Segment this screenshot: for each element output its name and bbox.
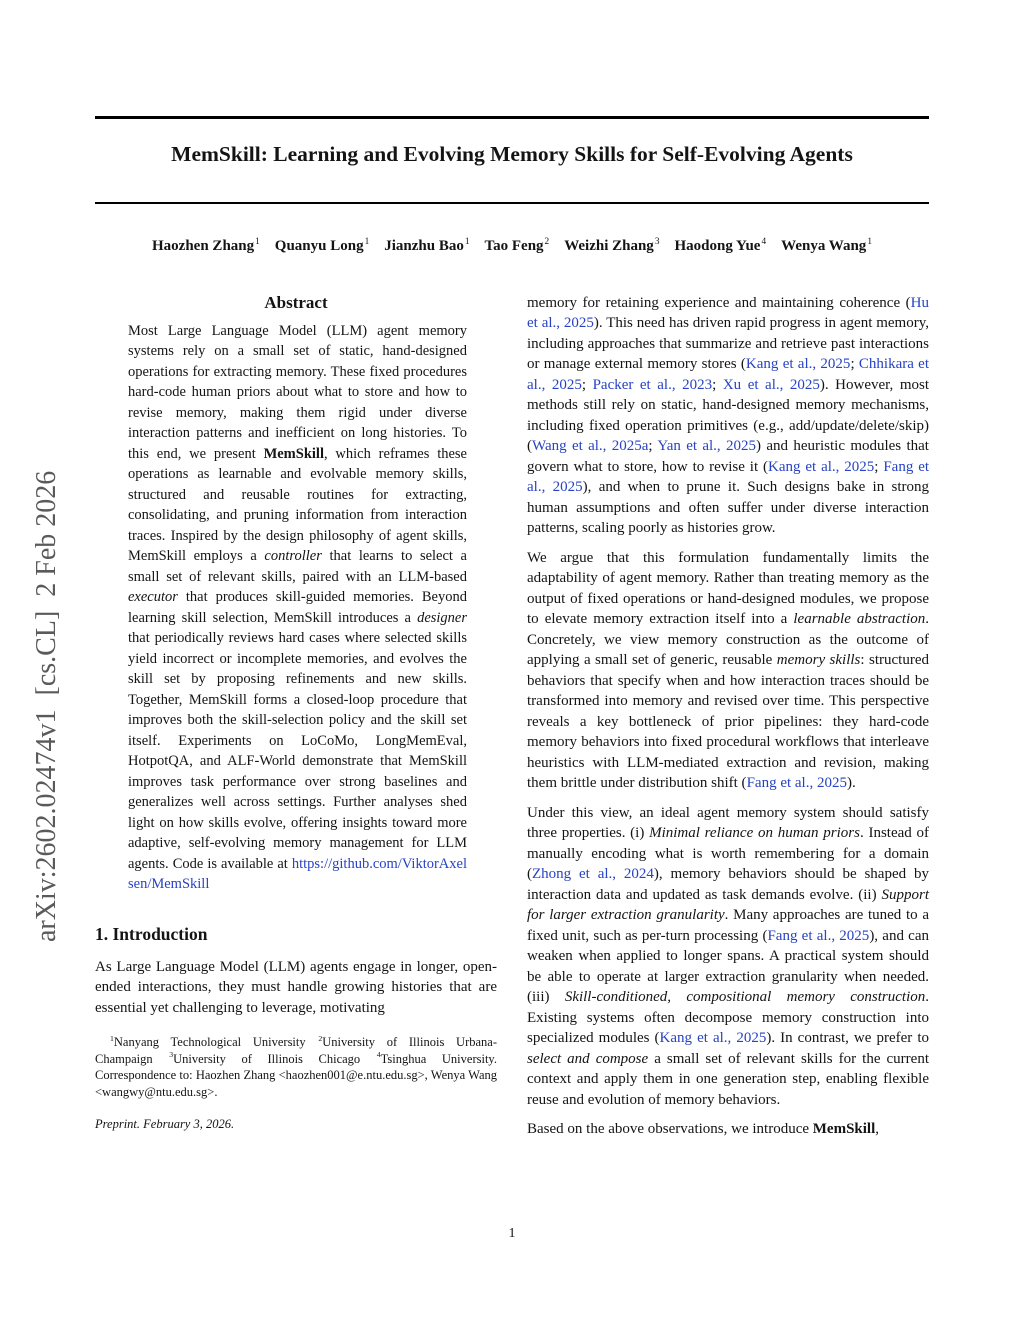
text-segment: select and compose (527, 1050, 649, 1067)
text-segment: ). However, most methods still rely on static, hand-designed memory mechanisms, including fixed operation primitives (e.g., add/update/delete/skip) ( (527, 376, 930, 454)
body-paragraph-2 (527, 548, 929, 794)
text-segment: a small set of relevant skills for the current context and apply them in one generation step, enabling flexible reuse and evolution of memory behaviors. (527, 1050, 929, 1108)
citation-link[interactable]: Packer et al., 2023 (592, 376, 713, 393)
title-top-rule (95, 116, 929, 119)
text-segment: Minimal reliance on human priors (649, 825, 860, 841)
arxiv-watermark: arXiv:2602.02474v1 [cs.CL] 2 Feb 2026 (31, 470, 62, 942)
text-segment: ; (648, 438, 658, 454)
text-segment: memory skills (776, 652, 861, 668)
citation-link[interactable]: Fang et al., 2025 (746, 775, 847, 791)
text-segment: MemSkill (263, 445, 324, 462)
text-segment: ; (581, 376, 593, 393)
superscript-marker: 1 (255, 236, 260, 247)
text-segment: , (875, 1121, 880, 1137)
paper-title: MemSkill: Learning and Evolving Memory Skills for Self-Evolving Agents (171, 142, 853, 166)
body-paragraph-4 (527, 1119, 929, 1140)
text-segment (470, 238, 485, 254)
superscript-marker: 2 (544, 236, 550, 247)
text-segment: ; (850, 356, 859, 372)
superscript-marker: 4 (761, 236, 767, 247)
superscript-marker: 1 (110, 1033, 114, 1043)
author-affiliations-footnote (95, 1034, 497, 1100)
citation-link[interactable]: Fang et al., 2025 (767, 927, 870, 944)
text-segment: ), and can weaken when applied to longer spans. A practical system should be able to operate at larger extraction granularity when needed. (iii) (527, 927, 929, 1005)
url-link[interactable]: https://github.com/ViktorAxelsen/MemSkill (128, 855, 467, 892)
text-segment: Most Large Language Model (LLM) agent memory systems rely on a small set of static, hand-designed operations for extracting memory. These fixed procedures hard-code human priors about what to store and how to revise memory, making them rigid under diverse interaction patterns and inefficient on long histories. To this end, we present (128, 322, 467, 462)
two-column-body (95, 293, 929, 1149)
text-segment: . Instead of manually encoding what is worth remembering for a domain ( (527, 825, 930, 882)
text-segment: Haodong Yue (674, 237, 761, 254)
text-segment: Based on the above observations, we introduce (527, 1121, 813, 1137)
text-segment (549, 238, 564, 254)
superscript-marker: 3 (654, 236, 660, 247)
text-segment: Jianzhu Bao (384, 237, 464, 254)
text-segment: ). (846, 775, 856, 791)
text-segment: . Existing systems often decompose memory construction into specialized modules ( (527, 989, 930, 1046)
text-segment: Quanyu Long (274, 237, 364, 254)
citation-link[interactable]: Fang et al., 2025 (527, 458, 930, 495)
text-segment: MemSkill (812, 1121, 876, 1137)
citation-link[interactable]: Kang et al., 2025 (768, 458, 875, 475)
text-segment: University of Illinois Chicago (173, 1051, 376, 1066)
text-segment (369, 238, 384, 254)
citation-link[interactable]: Chhikara et al., 2025 (527, 356, 930, 393)
text-segment: . Many approaches are tuned to a fixed unit, such as per-turn processing ( (527, 907, 929, 944)
superscript-marker: 1 (464, 236, 470, 247)
citation-link[interactable]: Hu et al., 2025 (527, 294, 929, 331)
body-paragraph-3 (527, 803, 929, 1111)
text-segment: ), memory behaviors should be shaped by interaction data and updated as task demands evolve. (ii) (527, 866, 929, 903)
superscript-marker: 1 (364, 236, 370, 247)
text-segment: ) and heuristic modules that govern what to store, how to revise it ( (527, 438, 929, 475)
text-segment: ). This need has driven rapid progress in agent memory, including approaches that summarize and retrieve past interactions or manage external memory stores ( (527, 315, 929, 372)
preprint-note: Preprint. February 3, 2026. (95, 1117, 235, 1131)
text-segment (659, 238, 674, 254)
text-segment: designer (417, 609, 467, 626)
text-segment: Tao Feng (484, 237, 544, 254)
text-segment: University of Illinois Urbana-Champaign (95, 1035, 497, 1066)
right-column (527, 293, 929, 1149)
abstract-text (95, 321, 497, 895)
text-segment: ). In contrast, we prefer to (766, 1030, 929, 1046)
text-segment: : structured behaviors that specify when and how interaction traces should be transformed into memory and revised over time. This perspective reveals a key bottleneck of prior pipelines: they hard-code memory behaviors into fixed procedural workflows that interleave heuristics with LLM-mediated extraction and revision, making them brittle under distribution shift ( (527, 652, 929, 791)
citation-link[interactable]: Xu et al., 2025 (722, 376, 820, 393)
citation-link[interactable]: Wang et al., 2025a (532, 438, 649, 454)
title-bottom-rule (95, 202, 929, 204)
text-segment (766, 238, 781, 254)
text-segment: Support for larger extraction granularity (527, 886, 929, 923)
author-list (95, 237, 929, 256)
text-segment: Weizhi Zhang (564, 237, 654, 254)
text-segment: Nanyang Technological University (113, 1035, 318, 1049)
superscript-marker: 2 (318, 1033, 323, 1043)
text-segment: ), and when to prune it. Such designs bake in strong human assumptions and often suffer under diverse interaction patterns, scaling poorly as histories grow. (527, 479, 930, 536)
citation-link[interactable]: Zhong et al., 2024 (532, 866, 654, 882)
page-number: 1 (508, 1226, 516, 1241)
text-segment: ; (874, 458, 884, 475)
abstract-heading: Abstract (264, 292, 328, 312)
introduction-paragraph (95, 957, 497, 1019)
text-segment: Tsinghua University. Correspondence to: Haozhen Zhang <haozhen001@e.ntu.edu.sg>, Wenya Wang <wangwy@ntu.edu.sg>. (95, 1051, 497, 1099)
text-segment: We argue that this formulation fundamentally limits the adaptability of agent memory. Rather than treating memory as the output of fixed operations or hand-designed modules, we propose to elevate memory extraction itself into a (527, 549, 929, 627)
left-column (95, 293, 497, 1133)
text-segment (260, 238, 275, 254)
superscript-marker: 4 (376, 1050, 381, 1060)
page-content (95, 0, 929, 1149)
citation-link[interactable]: Kang et al., 2025 (745, 356, 851, 372)
superscript-marker: 3 (169, 1050, 174, 1060)
text-segment: that learns to select a small set of relevant skills, paired with an LLM-based (128, 548, 467, 585)
text-segment: . Concretely, we view memory construction as the outcome of applying a small set of generic, reusable (527, 611, 930, 668)
citation-link[interactable]: Yan et al., 2025 (657, 438, 757, 454)
citation-link[interactable]: Kang et al., 2025 (659, 1030, 767, 1046)
text-segment: that periodically reviews hard cases where selected skills yield incorrect or incomplete memories, and evolves the skill set by proposing refinements and new skills. Together, MemSkill forms a closed-loop procedure that improves both the skill-selection policy and the skill set itself. Experiments on LoCoMo, LongMemEval, HotpotQA, and ALF-World demonstrate that MemSkill improves task performance over strong baselines and generalizes well across settings. Further analyses shed light on how skills evolve, offering insights toward more adaptive, self-evolving memory management for LLM agents. Code is available at (128, 630, 467, 872)
text-segment: executor (128, 589, 178, 605)
abstract-section (95, 293, 497, 895)
body-paragraph-1 (527, 293, 929, 539)
text-segment: Haozhen Zhang (152, 237, 255, 254)
introduction-heading: 1. Introduction (95, 923, 208, 944)
text-segment: controller (264, 548, 322, 564)
text-segment: memory for retaining experience and maintaining coherence ( (527, 294, 911, 311)
text-segment: that produces skill-guided memories. Beyond learning skill selection, MemSkill introduces a (128, 589, 467, 626)
superscript-marker: 1 (867, 236, 872, 247)
text-segment: ; (712, 376, 723, 393)
text-segment: , which reframes these operations as learnable and evolvable memory skills, structured and reusable routines for extracting, consolidating, and pruning information from interaction traces. Inspired by the design philosophy of agent skills, MemSkill employs a (128, 445, 467, 564)
text-segment: Skill-conditioned, compositional memory construction (564, 989, 926, 1005)
text-segment: learnable abstraction (793, 611, 926, 627)
text-segment: As Large Language Model (LLM) agents engage in longer, open-ended interactions, they must handle growing histories that are essential yet challenging to leverage, motivating (95, 958, 497, 1016)
text-segment: Under this view, an ideal agent memory system should satisfy three properties. (i) (527, 804, 929, 841)
text-segment: Wenya Wang (781, 237, 867, 254)
